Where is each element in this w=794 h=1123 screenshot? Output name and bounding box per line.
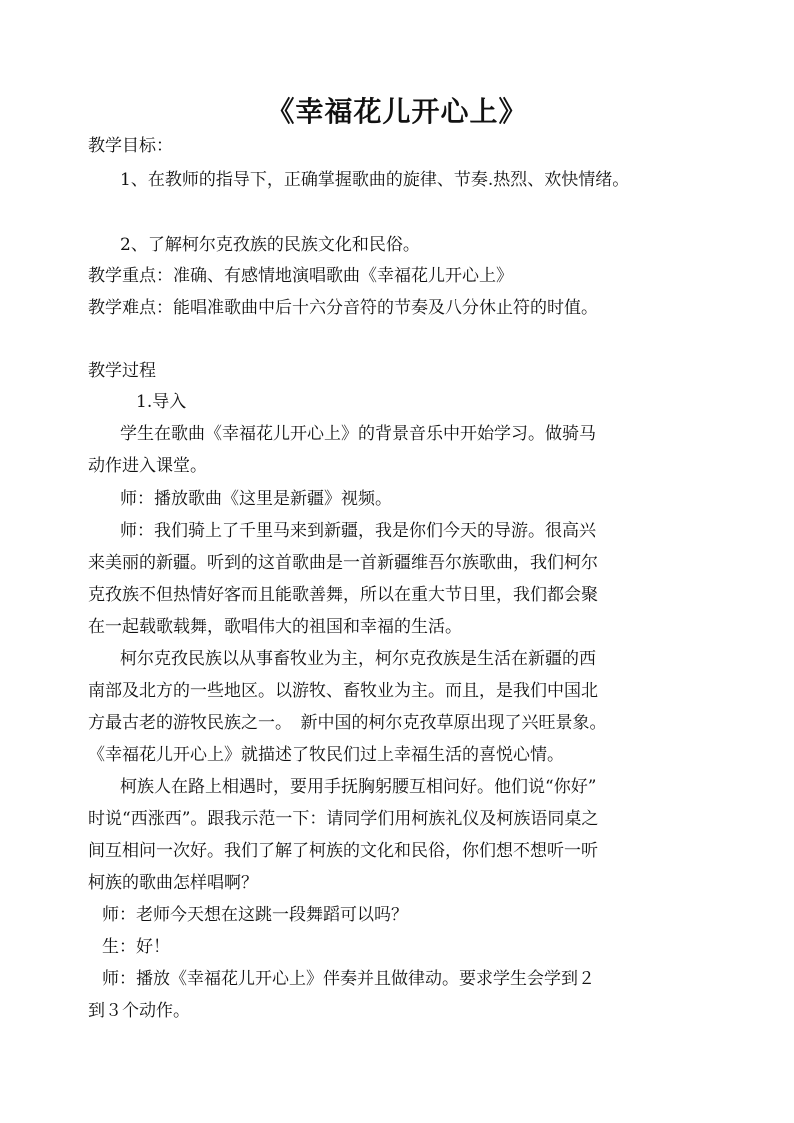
paragraph-line: 动作进入课堂。 xyxy=(88,456,207,476)
section-heading-objectives: 教学目标： xyxy=(88,136,173,156)
paragraph-line: 《幸福花儿开心上》就描述了牧民们过上幸福生活的喜悦心情。 xyxy=(88,745,564,765)
document-title: 《幸福花儿开心上》 xyxy=(266,95,528,128)
dialogue-teacher: 师：播放《幸福花儿开心上》伴奏并且做律动。要求学生会学到２ xyxy=(102,969,595,989)
objective-1: 1、在教师的指导下，正确掌握歌曲的旋律、节奏.热烈、欢快情绪。 xyxy=(120,170,630,190)
paragraph-line: 柯族人在路上相遇时，要用手抚胸躬腰互相问好。他们说“你好” xyxy=(120,777,597,797)
paragraph-line: 南部及北方的一些地区。以游牧、畜牧业为主。而且，是我们中国北 xyxy=(88,681,598,701)
subsection-intro: 1.导入 xyxy=(136,392,187,412)
paragraph-line: 师：播放歌曲《这里是新疆》视频。 xyxy=(120,489,392,509)
paragraph-line: 学生在歌曲《幸福花儿开心上》的背景音乐中开始学习。做骑马 xyxy=(120,424,596,444)
paragraph-line: 柯族的歌曲怎样唱啊？ xyxy=(88,873,258,893)
paragraph-line: 来美丽的新疆。听到的这首歌曲是一首新疆维吾尔族歌曲，我们柯尔 xyxy=(88,553,598,573)
paragraph-line: 方最古老的游牧民族之一。 新中国的柯尔克孜草原出现了兴旺景象。 xyxy=(88,713,607,733)
dialogue-student: 生：好！ xyxy=(102,937,170,957)
paragraph-line: 到３个动作。 xyxy=(88,1001,190,1021)
paragraph-line: 在一起载歌载舞，歌唱伟大的祖国和幸福的生活。 xyxy=(88,617,462,637)
difficult-point: 教学难点：能唱准歌曲中后十六分音符的节奏及八分休止符的时值。 xyxy=(88,298,598,318)
paragraph-line: 克孜族不但热情好客而且能歌善舞，所以在重大节日里，我们都会聚 xyxy=(88,585,598,605)
paragraph-line: 师：我们骑上了千里马来到新疆，我是你们今天的导游。很高兴 xyxy=(120,521,596,541)
dialogue-teacher: 师：老师今天想在这跳一段舞蹈可以吗？ xyxy=(102,905,408,925)
paragraph-line: 柯尔克孜民族以从事畜牧业为主，柯尔克孜族是生活在新疆的西 xyxy=(120,649,596,669)
section-heading-process: 教学过程 xyxy=(88,361,156,381)
key-point: 教学重点：准确、有感情地演唱歌曲《幸福花儿开心上》 xyxy=(88,266,513,286)
objective-2: 2、了解柯尔克孜族的民族文化和民俗。 xyxy=(120,235,420,255)
paragraph-line: 时说“西涨西”。跟我示范一下：请同学们用柯族礼仪及柯族语同桌之 xyxy=(88,809,599,829)
paragraph-line: 间互相问一次好。我们了解了柯族的文化和民俗，你们想不想听一听 xyxy=(88,841,598,861)
